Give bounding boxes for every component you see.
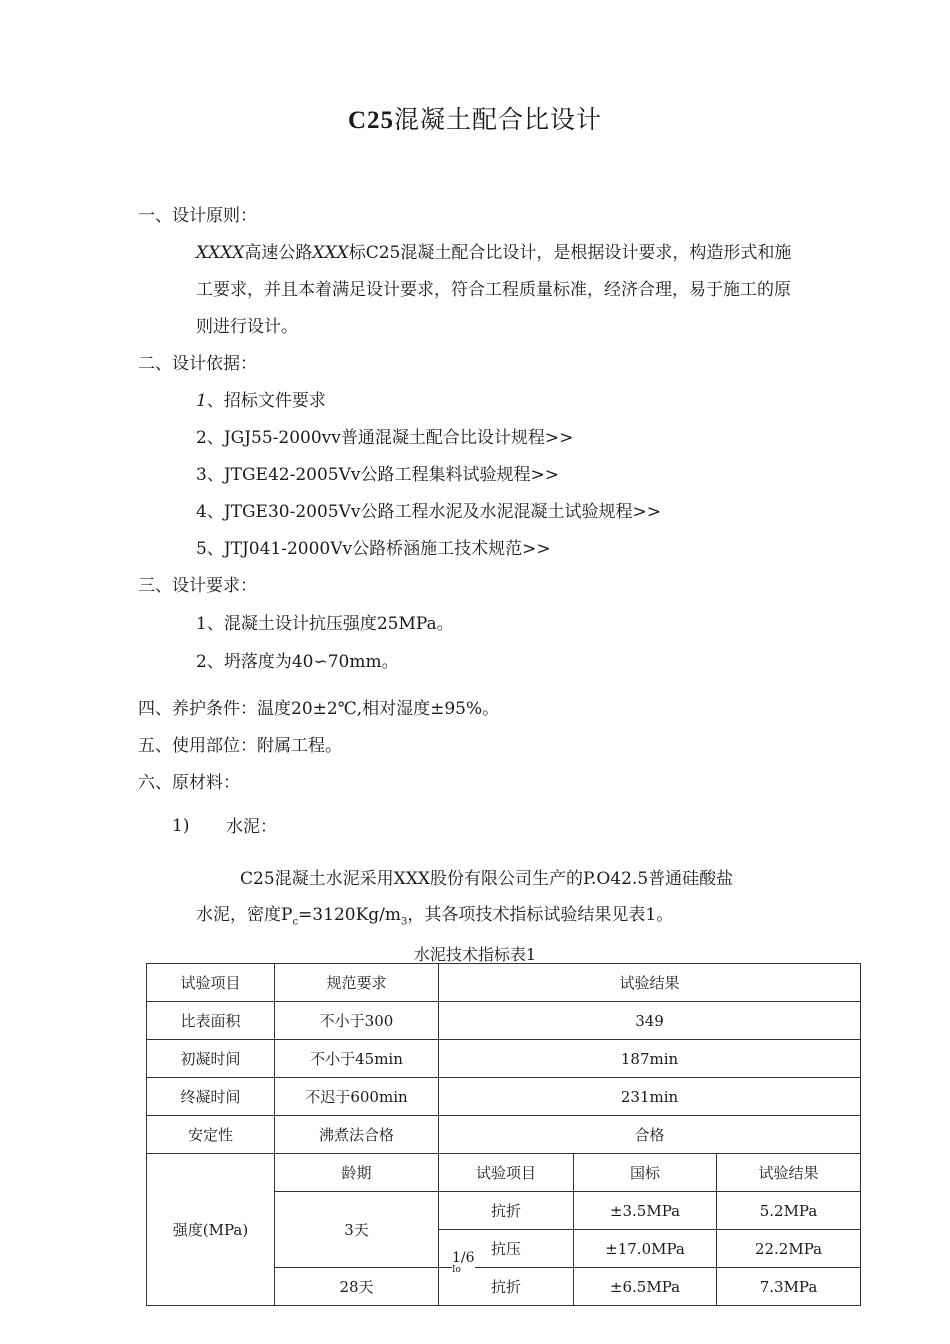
paragraph-line: 工要求，并且本着满足设计要求，符合工程质量标准，经济合理，易于施工的原 — [196, 280, 791, 300]
table-row: 抗压 ±17.0MPa 22.2MPa — [147, 1230, 861, 1268]
list-number: 1) — [172, 816, 190, 836]
table-row: 比表面积 不小于300 349 — [147, 1002, 861, 1040]
subsection-heading-cement: 水泥： — [226, 817, 277, 837]
page-number: 1/6 Ιo — [452, 1250, 475, 1275]
list-item: 2、JGJ55-2000vv普通混凝土配合比设计规程>> — [196, 428, 574, 448]
paragraph-line: 水泥，密度$P_c=3120Kg/m_3$，其各项技术指标试验结果见表1。 — [196, 905, 674, 928]
table-header-row — [147, 964, 861, 1002]
table-caption: 水泥技术指标表1 — [413, 945, 537, 964]
header-cell: 国标 — [574, 1154, 717, 1192]
table-row: 28天 抗折 ±6.5MPa 7.3MPa — [147, 1268, 861, 1306]
header-cell: 龄期 — [275, 1154, 439, 1192]
table-row: 初凝时间 不小于45min 187min — [147, 1040, 861, 1078]
section-heading-usage: 五、使用部位：附属工程。 — [138, 736, 342, 756]
header-cell: 规范要求 — [275, 964, 439, 1002]
page-title: C25混凝土配合比设计 — [347, 105, 603, 134]
list-item: 4、JTGE30-2005Vv公路工程水泥及水泥混凝土试验规程>> — [196, 502, 661, 522]
section-heading-curing: 四、养护条件：温度20±2℃,相对湿度±95%。 — [138, 699, 500, 719]
header-cell: 试验项目 — [147, 964, 275, 1002]
table-row: 安定性 沸煮法合格 合格 — [147, 1116, 861, 1154]
section-heading-principles: 一、设计原则： — [138, 206, 257, 226]
cement-spec-table — [146, 963, 861, 1306]
section-heading-basis: 二、设计依据： — [138, 354, 257, 374]
list-item: 1、招标文件要求 — [196, 391, 326, 411]
list-item: 1、混凝土设计抗压强度25MPa。 — [196, 614, 454, 634]
list-item: 2、坍落度为40∽70mm。 — [196, 652, 399, 672]
list-item: 3、JTGE42-2005Vv公路工程集料试验规程>> — [196, 465, 559, 485]
table-row — [147, 1154, 861, 1192]
header-cell: 试验项目 — [439, 1154, 574, 1192]
list-item: 5、JTJ041-2000Vv公路桥涵施工技术规范>> — [196, 539, 551, 559]
table-row: 3天 抗折 ±3.5MPa 5.2MPa — [147, 1192, 861, 1230]
paragraph-line: XXXX高速公路XXX标C25混凝土配合比设计，是根据设计要求，构造形式和施 — [196, 243, 792, 263]
table-row: 终凝时间 不迟于600min 231min — [147, 1078, 861, 1116]
paragraph-line: C25混凝土水泥采用XXX股份有限公司生产的P.O42.5普通硅酸盐 — [240, 869, 734, 889]
section-heading-materials: 六、原材料： — [138, 773, 240, 793]
strength-label-cell: 强度(MPa) — [147, 1154, 275, 1306]
header-cell: 试验结果 — [439, 964, 861, 1002]
header-cell: 试验结果 — [717, 1154, 861, 1192]
section-heading-requirements: 三、设计要求： — [138, 576, 257, 596]
paragraph-line: 则进行设计。 — [196, 317, 298, 337]
